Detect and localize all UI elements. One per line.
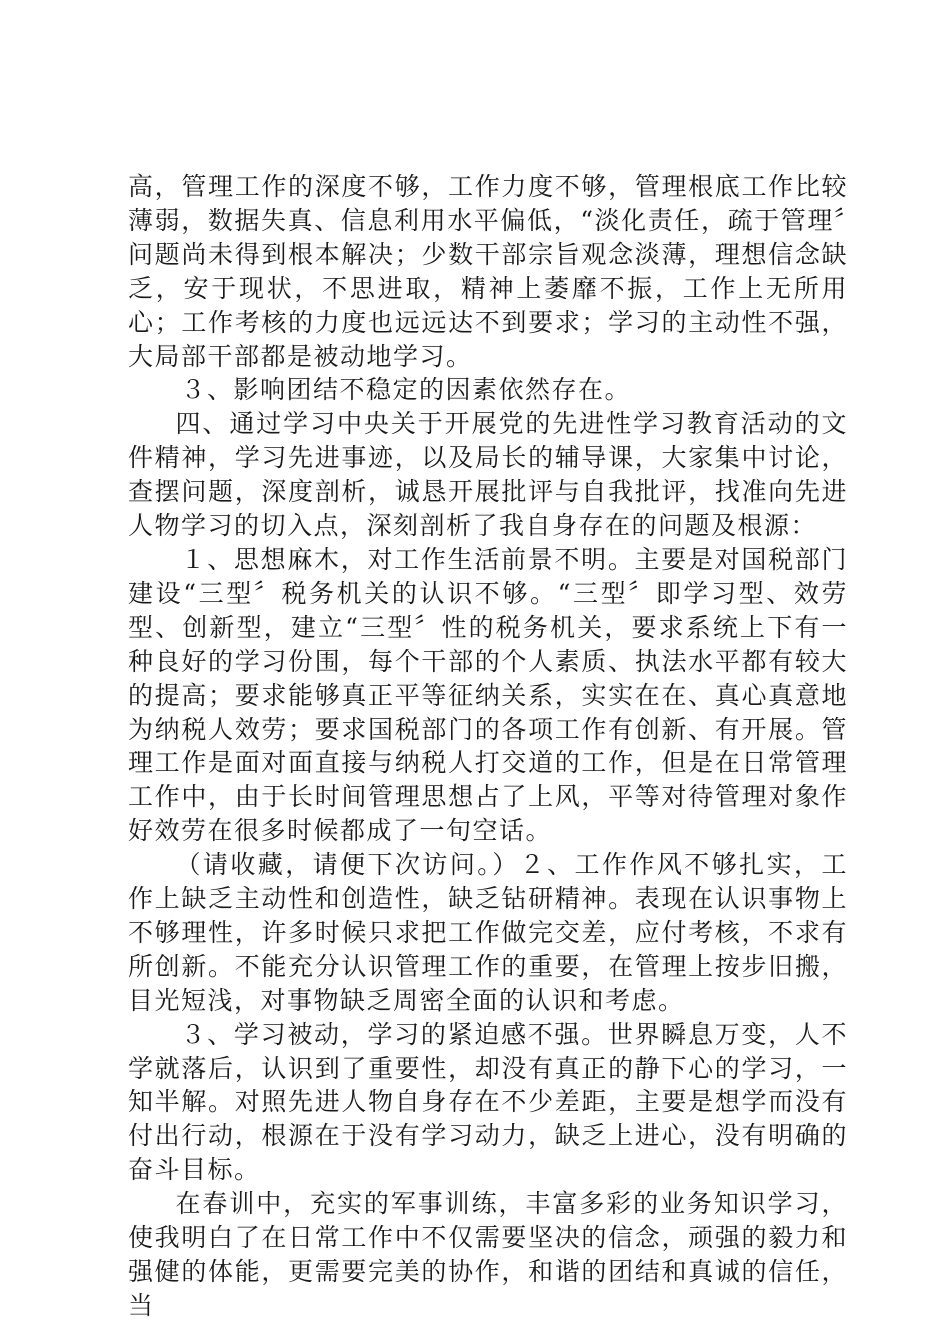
document-body (128, 170, 848, 1323)
paragraph-point-one: １、思想麻木，对工作生活前景不明。主要是对国税部门建设“三型〞税务机关的认识不够。“三型〞即学习型、效劳型、创新型，建立“三型〞性的税务机关，要求系统上下有一种良好的学习份围，每个干部的个人素质、执法水平都有较大的提高；要求能够真正平等征纳关系，实实在在、真心真意地为纳税人效劳；要求国税部门的各项工作有创新、有开展。管理工作是面对面直接与纳税人打交道的工作，但是在日常管理工作中，由于长时间管理思想占了上风，平等对待管理对象作好效劳在很多时候都成了一句空话。 (128, 544, 848, 846)
paragraph-unity-factors: ３、影响团结不稳定的因素依然存在。 (180, 375, 632, 405)
paragraph-management-issues: 高，管理工作的深度不够，工作力度不够，管理根底工作比较薄弱，数据失真、信息利用水平偏低，“淡化责任，疏于管理〞问题尚未得到根本解决；少数干部宗旨观念淡薄，理想信念缺乏，安于现状，不思进取，精神上萎靡不振，工作上无所用心；工作考核的力度也远远达不到要求；学习的主动性不强，大局部干部都是被动地学习。 (128, 172, 848, 371)
paragraph-section-four: 四、通过学习中央关于开展党的先进性学习教育活动的文件精神，学习先进事迹，以及局长的辅导课，大家集中讨论，查摆问题，深度剖析，诚恳开展批评与自我批评，找准向先进人物学习的切入点，深刻剖析了我自身存在的问题及根源： (128, 409, 848, 541)
paragraph-spring-training: 在春训中，充实的军事训练，丰富多彩的业务知识学习，使我明白了在日常工作中不仅需要坚决的信念，顽强的毅力和强健的体能，更需要完美的协作，和谐的团结和真诚的信任，当 (128, 1189, 848, 1320)
paragraph-point-two: （请收藏，请便下次访问。）２、工作作风不够扎实，工作上缺乏主动性和创造性，缺乏钻研精神。表现在认识事物上不够理性，许多时候只求把工作做完交差，应付考核，不求有所创新。不能充分认识管理工作的重要，在管理上按步旧搬，目光短浅，对事物缺乏周密全面的认识和考虑。 (128, 850, 848, 1015)
paragraph-point-three: ３、学习被动，学习的紧迫感不强。世界瞬息万变，人不学就落后，认识到了重要性，却没有真正的静下心的学习，一知半解。对照先进人物自身存在不少差距，主要是想学而没有付出行动，根源在于没有学习动力，缺乏上进心，没有明确的奋斗目标。 (128, 1019, 848, 1185)
